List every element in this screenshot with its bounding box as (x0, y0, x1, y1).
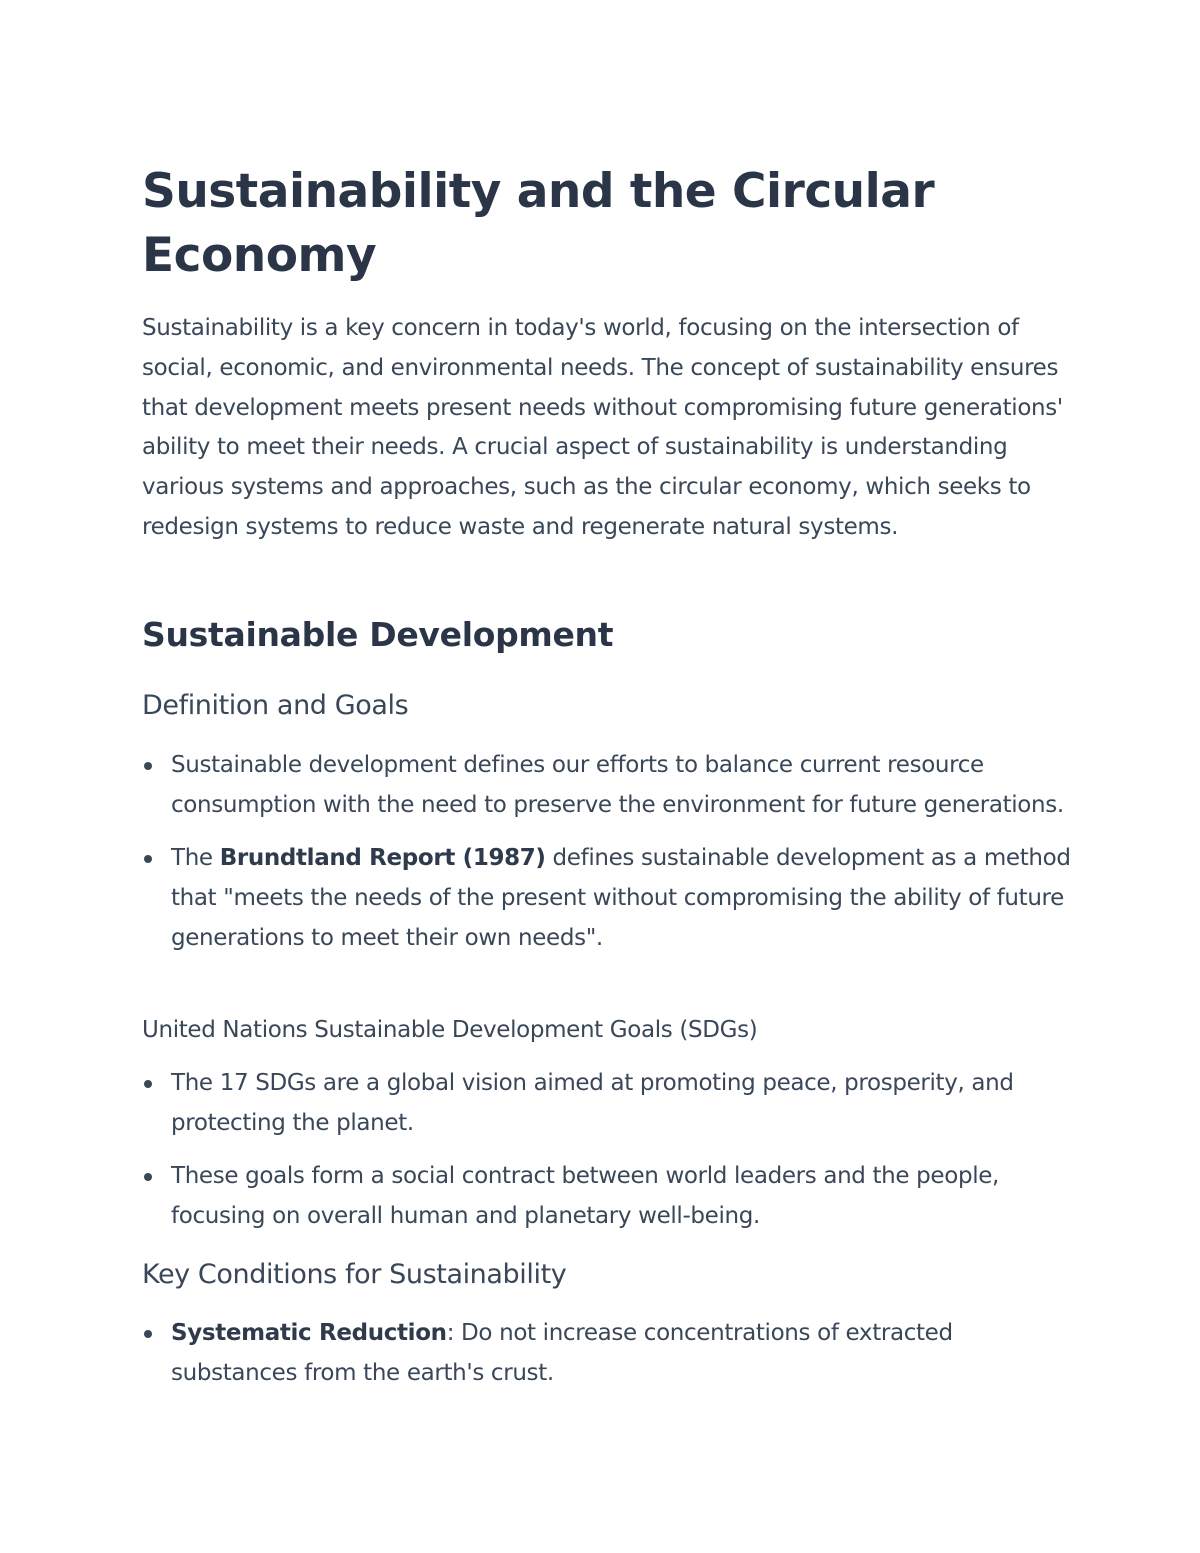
bullet-icon (144, 855, 152, 863)
bullet-icon (144, 762, 152, 770)
list-item-definition-1 (142, 746, 1072, 826)
list-item-sdgs-1 (142, 1064, 1072, 1144)
sdgs-list (142, 1064, 1072, 1250)
list-item-text: defines sustainable development as a method that "meets the needs of the present without compromising the ability of future generations to meet their own needs". (171, 845, 1071, 951)
list-item-text: The 17 SDGs are a global vision aimed at promoting peace, prosperity, and protecting the planet. (171, 1070, 1014, 1136)
list-item-sdgs-2 (142, 1157, 1072, 1237)
bold-term-brundtland-report: Brundtland Report (1987) (219, 845, 546, 872)
section-heading-sustainable-development: Sustainable Development (142, 615, 614, 654)
subheading-key-conditions: Key Conditions for Sustainability (142, 1259, 567, 1290)
subheading-definition-and-goals: Definition and Goals (142, 690, 409, 721)
bullet-icon (144, 1173, 152, 1181)
bullet-icon (144, 1330, 152, 1338)
conditions-list (142, 1314, 1072, 1407)
definition-list (142, 746, 1072, 972)
bold-term-systematic-reduction: Systematic Reduction (171, 1320, 447, 1346)
list-item-text: : Do not increase concentrations of extracted substances from the earth's crust. (171, 1320, 953, 1386)
document-title: Sustainability and the Circular Economy (142, 164, 935, 283)
list-item-condition-1 (142, 1314, 1072, 1394)
list-item-prefix: The (171, 845, 220, 872)
intro-paragraph: Sustainability is a key concern in today's world, focusing on the intersection of social, economic, and environmental needs. The concept of sustainability ensures that development meets present needs without compromising future generations' ability to meet their needs. A crucial aspect of sustainability is understanding various systems and approaches, such as the circular economy, which seeks to redesign systems to reduce waste and regenerate natural systems. (142, 315, 1063, 540)
list-item-definition-2 (142, 839, 1072, 958)
subheading-sdgs: United Nations Sustainable Development Goals (SDGs) (142, 1017, 758, 1043)
list-item-text: These goals form a social contract between world leaders and the people, focusing on overall human and planetary well-being. (171, 1163, 999, 1229)
bullet-icon (144, 1080, 152, 1088)
list-item-text: Sustainable development defines our efforts to balance current resource consumption with the need to preserve the environment for future generations. (171, 752, 1064, 818)
